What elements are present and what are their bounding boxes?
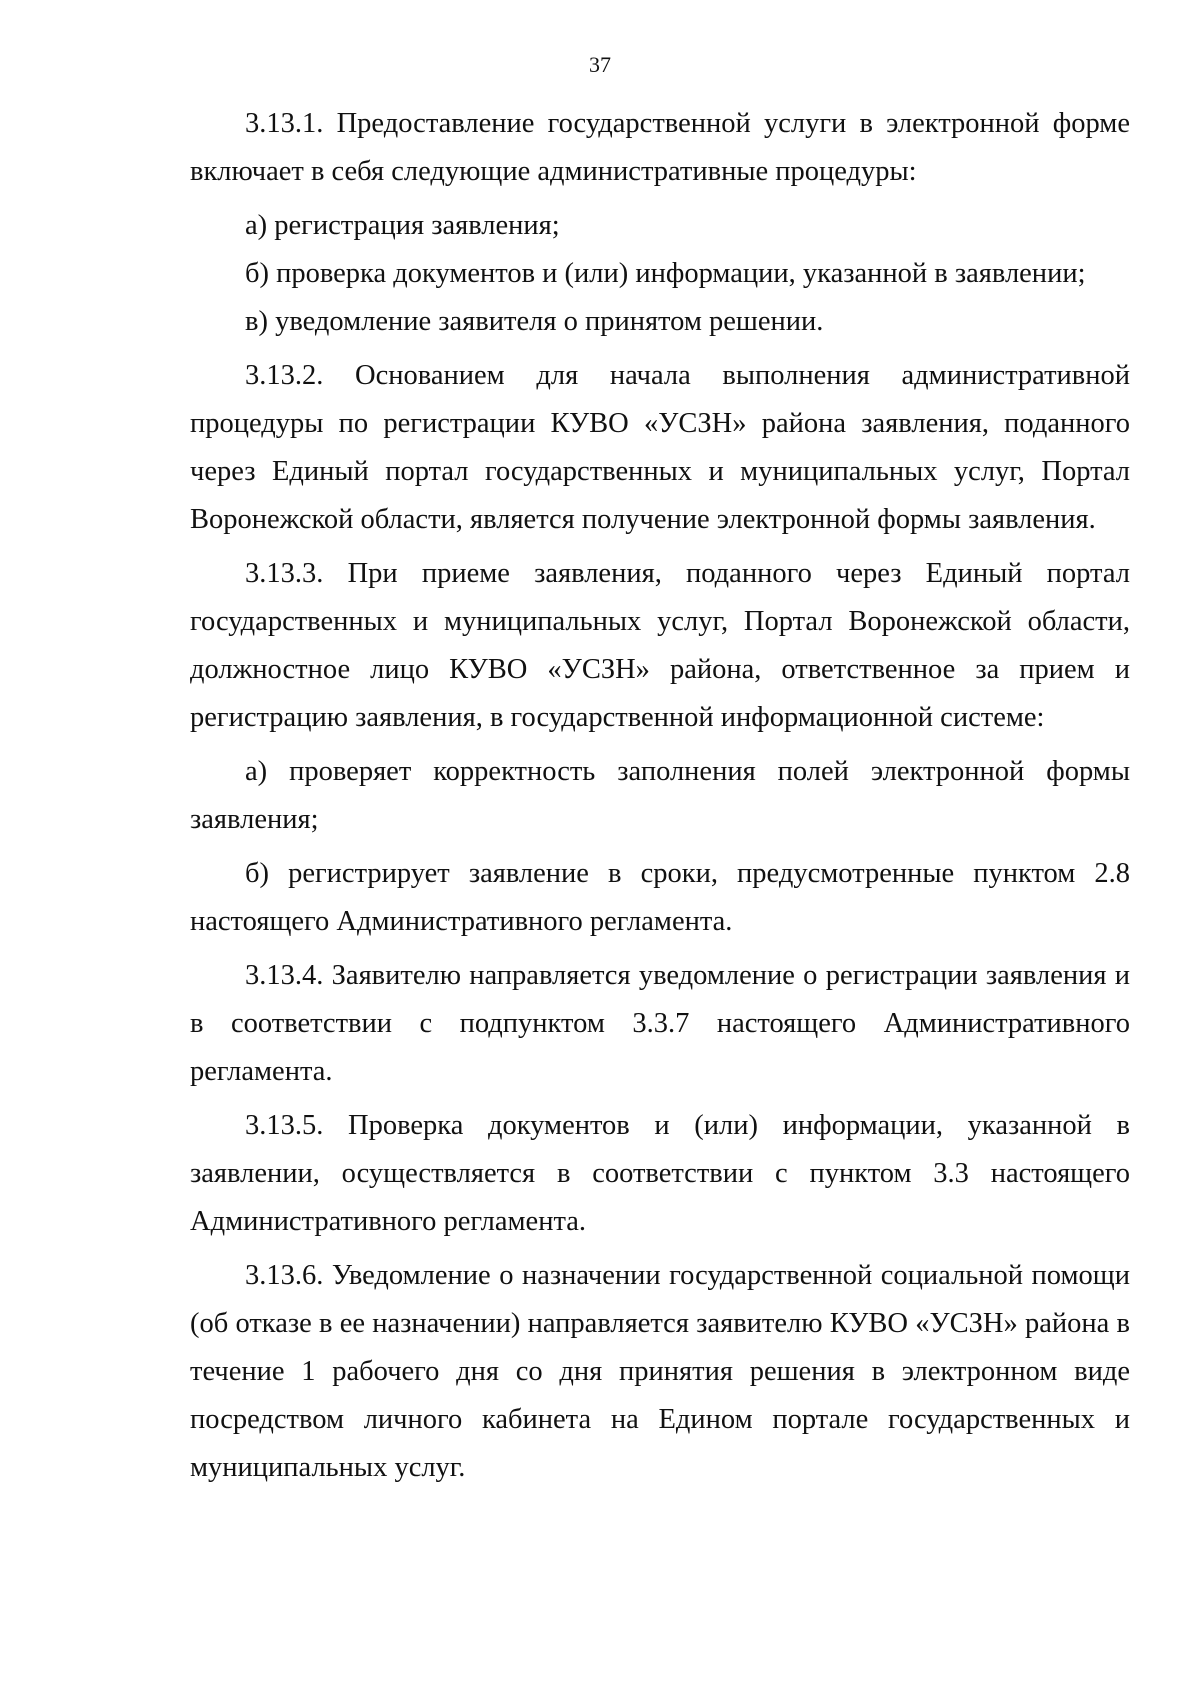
paragraph-3-13-5: 3.13.5. Проверка документов и (или) информации, указанной в заявлении, осуществляется в соответствии с пунктом 3.3 настоящего Административного регламента. (190, 1110, 1130, 1237)
paragraph-3-13-4: 3.13.4. Заявителю направляется уведомление о регистрации заявления и в соответствии с подпунктом 3.3.7 настоящего Административного регламента. (190, 960, 1130, 1087)
list-item-notification: в) уведомление заявителя о принятом решении. (245, 306, 824, 337)
document-body (190, 100, 1130, 1498)
paragraph-3-13-2: 3.13.2. Основанием для начала выполнения административной процедуры по регистрации КУВО «УСЗН» района заявления, поданного через Единый портал государственных и муниципальных услуг, Портал Воронежской области, является получение электронной формы заявления. (190, 360, 1130, 535)
page-number: 37 (589, 52, 611, 77)
paragraph-3-13-3-a: а) проверяет корректность заполнения полей электронной формы заявления; (190, 756, 1130, 835)
paragraph-3-13-6: 3.13.6. Уведомление о назначении государственной социальной помощи (об отказе в ее назначении) направляется заявителю КУВО «УСЗН» района в течение 1 рабочего дня со дня принятия решения в электронном виде посредством личного кабинета на Едином портале государственных и муниципальных услуг. (190, 1260, 1130, 1483)
paragraph-3-13-3: 3.13.3. При приеме заявления, поданного через Единый портал государственных и муниципальных услуг, Портал Воронежской области, должностное лицо КУВО «УСЗН» района, ответственное за прием и регистрацию заявления, в государственной информационной системе: (190, 558, 1130, 733)
list-item-document-check: б) проверка документов и (или) информации, указанной в заявлении; (245, 258, 1086, 289)
list-item-registration: а) регистрация заявления; (245, 210, 560, 241)
paragraph-3-13-1: 3.13.1. Предоставление государственной услуги в электронной форме включает в себя следующие административные процедуры: (190, 108, 1130, 187)
paragraph-3-13-3-b: б) регистрирует заявление в сроки, предусмотренные пунктом 2.8 настоящего Административного регламента. (190, 858, 1130, 937)
